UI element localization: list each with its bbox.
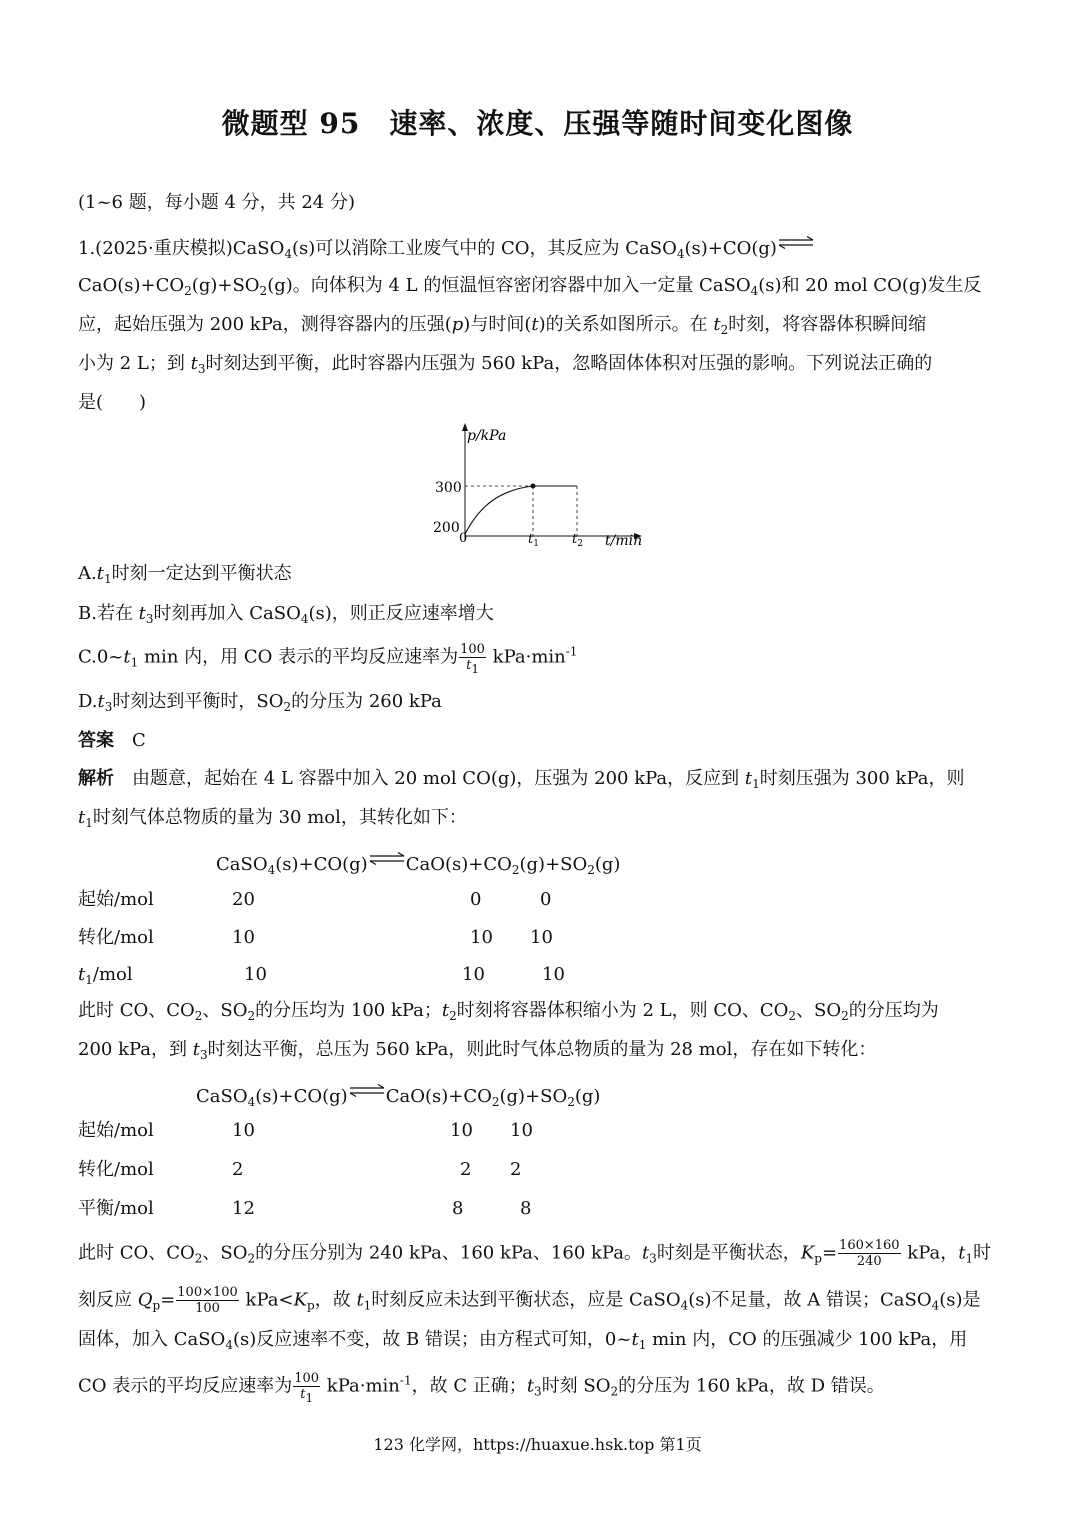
table1-cell: 10 — [244, 964, 267, 985]
x-origin-label: 0 — [459, 531, 468, 546]
table2-cell: 10 — [232, 1120, 255, 1141]
analysis-line-5: 此时 CO、$CO_2$、$SO_2$的分压分别为 240 kPa、160 kPa、160 kPa。$t_3$时刻是平衡状态，$K_p=$ $\frac{160\times 160}{240}$ kPa，$t_1$时 — [78, 1238, 992, 1269]
question-line-1: 1.(2025·重庆模拟)CaSO$_4$(s)可以消除工业废气中的 CO，其反应为 CaSO$_4$(s)+CO(g) — [78, 236, 815, 261]
question-line-5: 是( ) — [78, 392, 147, 413]
equilibrium-arrow-icon — [368, 852, 406, 866]
fraction: $\frac{100}{t_1}$ — [294, 1371, 320, 1405]
table2-cell: 12 — [232, 1198, 255, 1219]
analysis-line-8: CO 表示的平均反应速率为 $\frac{100}{t_1}$ $kPa\cdot\min^{-1}$，故 C 正确；$t_3$时刻 $SO_2$的分压为 160 kPa，故 D 错误。 — [78, 1371, 885, 1405]
x-tick-t2: $t_2$ — [572, 532, 583, 549]
y-tick-200: 200 — [433, 520, 460, 536]
table1-cell: 10 — [542, 964, 565, 985]
table2-row-eq-label: 平衡/mol — [78, 1198, 154, 1219]
x-tick-t1: $t_1$ — [528, 532, 539, 549]
answer: 答案 C — [78, 730, 146, 751]
question-line-4: 小为 2 L；到 $t_3$时刻达到平衡，此时容器内压强为 560 kPa，忽略固体体积对压强的影响。下列说法正确的 — [78, 353, 933, 376]
x-axis-label: t/min — [605, 533, 643, 549]
table2-cell: 10 — [510, 1120, 533, 1141]
page-footer: 123 化学网，https://huaxue.hsk.top 第1页 — [373, 1435, 702, 1454]
page-title: 微题型 95 速率、浓度、压强等随时间变化图像 — [221, 107, 854, 140]
question-line-3: 应，起始压强为 200 kPa，测得容器内的压强(p)与时间(t)的关系如图所示。在 $t_2$时刻，将容器体积瞬间缩 — [78, 314, 927, 337]
table1-cell: 0 — [540, 889, 552, 910]
table1-row-t1-label: $t_1$/mol — [78, 964, 133, 987]
analysis-line-6: 刻反应 $Q_p=$ $\frac{100\times 100}{100}$ $kPa<K_p$，故 $t_1$时刻反应未达到平衡状态，应是 CaSO$_4$(s)不足量，故 A 错误；CaSO$_4$(s)是 — [78, 1285, 981, 1316]
question-line-2: $CaO(s)+CO_2(g)+SO_2(g)$。向体积为 4 L 的恒温恒容密闭容器中加入一定量 CaSO$_4$(s)和 20 mol CO(g)发生反 — [78, 275, 982, 298]
equilibrium-arrow-icon — [348, 1084, 386, 1098]
table2-cell: 8 — [520, 1198, 532, 1219]
pressure-time-chart — [425, 420, 650, 555]
table1-cell: 10 — [470, 927, 493, 948]
table2-cell: 8 — [452, 1198, 464, 1219]
analysis-line-4: 200 kPa，到 $t_3$时刻达平衡，总压为 560 kPa，则此时气体总物质的量为 28 mol，存在如下转化： — [78, 1039, 877, 1062]
fraction: $\frac{160\times 160}{240}$ — [839, 1238, 900, 1269]
analysis-line-7: 固体，加入 CaSO$_4$(s)反应速率不变，故 B 错误；由方程式可知，$0\sim t_1$ min 内，CO 的压强减少 100 kPa，用 — [78, 1329, 968, 1352]
y-axis-label: p/kPa — [467, 428, 507, 444]
table2-row-change-label: 转化/mol — [78, 1159, 154, 1180]
pressure-curve — [465, 486, 533, 534]
table1-row-start-label: 起始/mol — [78, 889, 154, 910]
equation-1: CaSO$_4$(s)+CO(g) $CaO(s)+CO_2(g)+SO_2(g)$ — [216, 854, 621, 877]
option-c: $C.0\sim t_1$ min 内，用 CO 表示的平均反应速率为 $\frac{100}{t_1}$ $kPa\cdot\min^{-1}$ — [78, 642, 578, 676]
analysis-line-3: 此时 CO、$CO_2$、$SO_2$的分压均为 100 kPa；$t_2$时刻将容器体积缩小为 2 L，则 CO、$CO_2$、$SO_2$的分压均为 — [78, 1000, 939, 1023]
table2-cell: 10 — [450, 1120, 473, 1141]
fraction: $\frac{100}{t_1}$ — [460, 642, 485, 676]
table1-cell: 10 — [462, 964, 485, 985]
table1-cell: 10 — [232, 927, 255, 948]
table2-cell: 2 — [510, 1159, 522, 1180]
fraction: $\frac{100\times 100}{100}$ — [177, 1285, 238, 1316]
option-a: $A.t_1$时刻一定达到平衡状态 — [78, 563, 292, 586]
analysis-line-2: $t_1$时刻气体总物质的量为 30 mol，其转化如下： — [78, 807, 467, 830]
equation-2: CaSO$_4$(s)+CO(g) $CaO(s)+CO_2(g)+SO_2(g)$ — [196, 1086, 601, 1109]
table1-cell: 0 — [470, 889, 482, 910]
option-d: $D.t_3$时刻达到平衡时，$SO_2$的分压为 260 kPa — [78, 691, 442, 714]
option-b: B.若在 $t_3$时刻再加入 CaSO$_4$(s)，则正反应速率增大 — [78, 603, 494, 626]
table1-cell: 20 — [232, 889, 255, 910]
table1-cell: 10 — [530, 927, 553, 948]
table2-cell: 2 — [460, 1159, 472, 1180]
analysis-line-1: 解析 由题意，起始在 4 L 容器中加入 20 mol CO(g)，压强为 200 kPa，反应到 $t_1$时刻压强为 300 kPa，则 — [78, 768, 965, 791]
equilibrium-arrow-icon — [777, 236, 815, 250]
section-intro: (1~6 题，每小题 4 分，共 24 分) — [78, 192, 355, 213]
table1-row-change-label: 转化/mol — [78, 927, 154, 948]
table2-row-start-label: 起始/mol — [78, 1120, 154, 1141]
table2-cell: 2 — [232, 1159, 244, 1180]
y-tick-300: 300 — [435, 480, 462, 496]
